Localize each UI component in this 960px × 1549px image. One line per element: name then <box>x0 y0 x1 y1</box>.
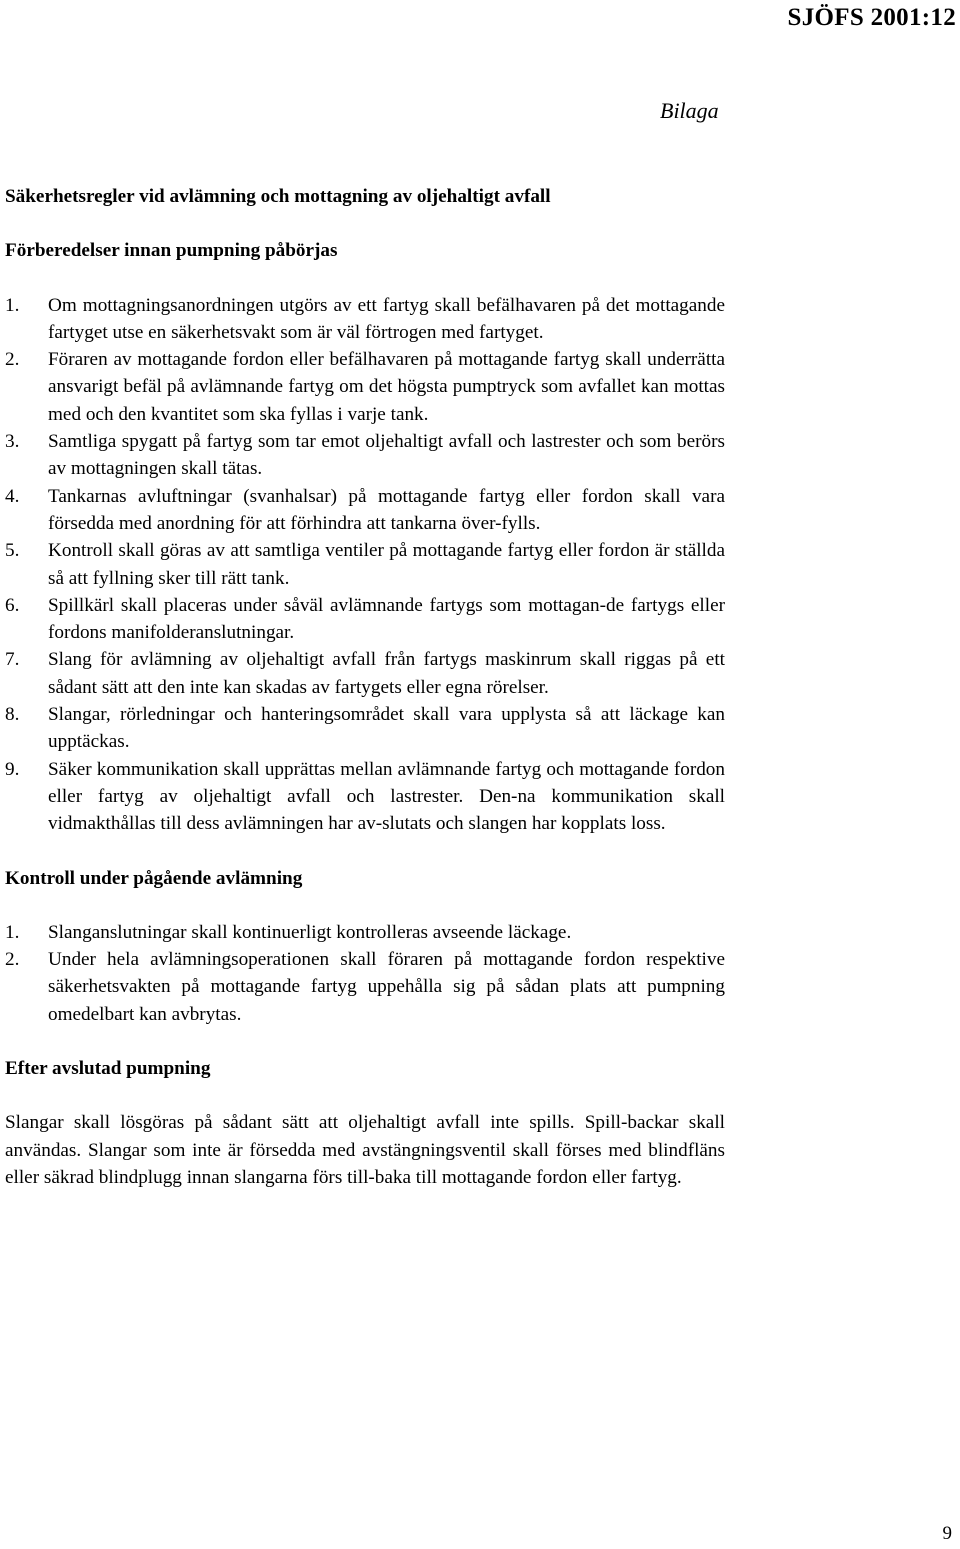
list-item-text: Kontroll skall göras av att samtliga ventiler på mottagande fartyg eller fordon är ställda så att fyllning sker till rätt tank. <box>48 540 725 589</box>
list-item-text: Om mottagningsanordningen utgörs av ett fartyg skall befälhavaren på det mottagande fartyget utse en säkerhetsvakt som är väl förtrogen med fartyget. <box>48 294 725 343</box>
list-item-number: 2. <box>5 349 20 371</box>
list-item <box>5 919 725 946</box>
list-item-text: Slangar, rörledningar och hanteringsområdet skall vara upplysta så att läckage kan upptäckas. <box>48 704 725 753</box>
list-item-text: Samtliga spygatt på fartyg som tar emot oljehaltigt avfall och lastrester och som berörs av mottagningen skall tätas. <box>48 431 725 480</box>
list-item <box>5 701 725 756</box>
page-number: 9 <box>942 1523 952 1544</box>
after-pumping-paragraph: Slangar skall lösgöras på sådant sätt att oljehaltigt avfall inte spills. Spill-backar skall användas. Slangar som inte är försedda med avstängningsventil skall förses med blindfläns eller säkrad blindplugg innan slangarna förs till-baka till mottagande fordon eller fartyg. <box>5 1112 725 1188</box>
list-item <box>5 483 725 538</box>
list-item <box>5 646 725 701</box>
section-heading-during-discharge: Kontroll under pågående avlämning <box>5 867 303 889</box>
list-item <box>5 592 725 647</box>
during-discharge-list <box>5 919 725 1028</box>
section-heading-after-pumping: Efter avslutad pumpning <box>5 1058 211 1080</box>
list-item-text: Föraren av mottagande fordon eller befälhavaren på mottagande fartyg skall underrätta ansvarigt befäl på avlämnande fartyg om det högsta pumptryck som avfallet kan mottas med och den kvantitet som ska fyllas i varje tank. <box>48 349 725 425</box>
section-spacer <box>5 838 725 865</box>
list-item-number: 4. <box>5 485 20 507</box>
list-item <box>5 537 725 592</box>
section-spacer <box>5 1028 725 1055</box>
list-item <box>5 756 725 838</box>
list-item-text: Säker kommunikation skall upprättas mellan avlämnande fartyg och mottagande fordon eller fartyg av oljehaltigt avfall och lastrester. Den-na kommunikation skall vidmakthållas till dess avlämningen har av-slutats och slangen har kopplats loss. <box>48 758 725 835</box>
document-title: Säkerhetsregler vid avlämning och mottagning av oljehaltigt avfall <box>5 186 551 207</box>
list-item <box>5 346 725 428</box>
list-item-number: 8. <box>5 704 20 726</box>
preparations-list <box>5 292 725 838</box>
list-item-number: 6. <box>5 594 20 616</box>
list-item-number: 7. <box>5 649 20 671</box>
appendix-label: Bilaga <box>660 98 719 123</box>
list-item-number: 5. <box>5 540 20 562</box>
section-heading-preparations: Förberedelser innan pumpning påbörjas <box>5 240 338 262</box>
list-item <box>5 428 725 483</box>
list-item-text: Slang för avlämning av oljehaltigt avfall från fartygs maskinrum skall riggas på ett sådant sätt att den inte kan skadas av fartygets eller egna rörelser. <box>48 649 725 698</box>
list-item-text: Under hela avlämningsoperationen skall föraren på mottagande fordon respektive säkerhetsvakten på mottagande fartyg uppehålla sig på sådan plats att pumpning omedelbart kan avbrytas. <box>48 949 725 1025</box>
list-item <box>5 292 725 347</box>
list-item-number: 1. <box>5 294 20 316</box>
list-item-number: 9. <box>5 758 20 780</box>
document-code: SJÖFS 2001:12 <box>787 4 956 31</box>
list-item-number: 2. <box>5 949 20 971</box>
list-item <box>5 946 725 1028</box>
list-item-number: 3. <box>5 431 20 453</box>
list-item-text: Spillkärl skall placeras under såväl avlämnande fartygs som mottagan-de fartygs eller fordons manifolderanslutningar. <box>48 594 725 644</box>
list-item-text: Slanganslutningar skall kontinuerligt kontrolleras avseende läckage. <box>48 921 572 943</box>
document-body <box>5 183 725 1191</box>
list-item-text: Tankarnas avluftningar (svanhalsar) på mottagande fartyg eller fordon skall vara försedda med anordning för att förhindra att tankarna över-fylls. <box>48 485 725 534</box>
list-item-number: 1. <box>5 921 20 943</box>
